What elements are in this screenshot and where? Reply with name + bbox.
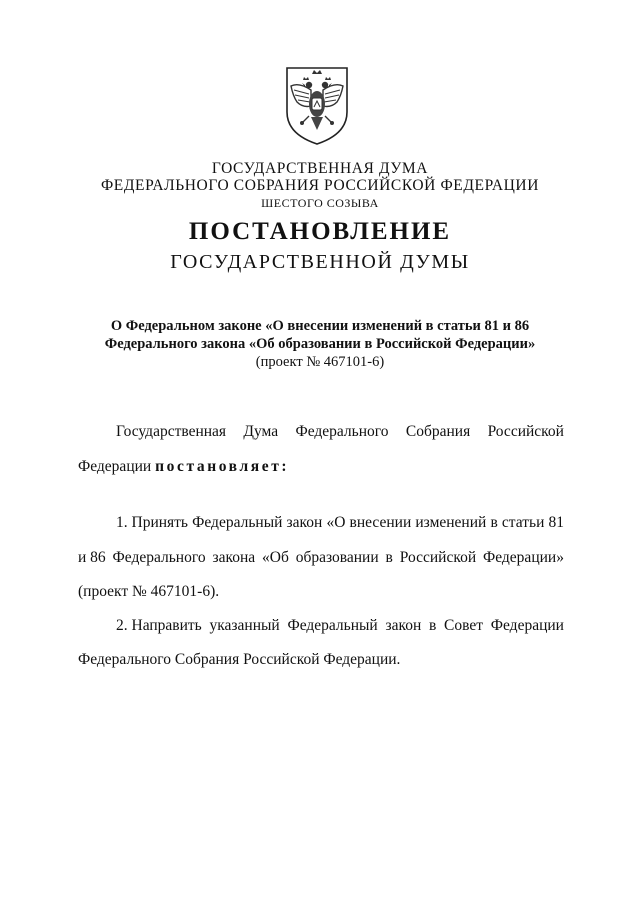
- document-type: ПОСТАНОВЛЕНИЕ: [188, 218, 452, 245]
- subject-line-2: Федерального закона «Об образовании в Российской Федерации»: [104, 336, 536, 352]
- item-word: в: [385, 549, 393, 566]
- coat-of-arms-icon: [281, 64, 353, 146]
- item-word: в: [490, 514, 498, 531]
- item-word: Российской: [399, 549, 477, 566]
- preamble-line-1: [116, 423, 564, 441]
- item-word: изменений: [415, 514, 487, 531]
- item-word: Федерации»: [483, 549, 564, 566]
- preamble-word: Дума: [243, 423, 279, 440]
- item-word: указанный: [209, 617, 280, 634]
- item-1-line-3: (проект № 467101-6).: [78, 583, 220, 600]
- preamble-word: Государственная: [116, 423, 227, 440]
- item-word: 81: [548, 514, 564, 531]
- project-number: (проект № 467101-6): [255, 354, 385, 370]
- item-word: в: [428, 617, 437, 634]
- item-word: Федерального: [112, 549, 206, 566]
- item-word: 1. Принять: [116, 514, 189, 531]
- item-word: внесении: [349, 514, 412, 531]
- preamble-federation: Федерации: [78, 458, 152, 475]
- item-word: «О: [326, 514, 346, 531]
- item-word: закона: [212, 549, 256, 566]
- item-2-line-1: [116, 617, 564, 635]
- item-1-line-2: [78, 549, 564, 567]
- item-word: закон: [286, 514, 323, 531]
- item-word: статьи: [501, 514, 545, 531]
- item-1-line-1: [116, 514, 564, 532]
- item-word: образовании: [295, 549, 379, 566]
- item-word: Федеральный: [192, 514, 283, 531]
- item-word: Совет: [444, 617, 484, 634]
- document-issuer: ГОСУДАРСТВЕННОЙ ДУМЫ: [170, 251, 470, 273]
- preamble-word: Собрания: [405, 423, 471, 440]
- item-word: Федеральный: [287, 617, 378, 634]
- org-line-1: ГОСУДАРСТВЕННАЯ ДУМА: [211, 160, 429, 177]
- subject-line-1: О Федеральном законе «О внесении изменений в статьи 81 и 86: [110, 318, 530, 334]
- item-word: и 86: [78, 549, 106, 566]
- preamble-line-2: [78, 458, 564, 476]
- org-line-2: ФЕДЕРАЛЬНОГО СОБРАНИЯ РОССИЙСКОЙ ФЕДЕРАЦИИ: [100, 177, 540, 194]
- item-word: Федерации: [490, 617, 564, 634]
- item-word: «Об: [262, 549, 289, 566]
- item-word: 2. Направить: [116, 617, 202, 634]
- org-line-3: ШЕСТОГО СОЗЫВА: [261, 196, 379, 210]
- item-2-line-2: Федерального Собрания Российской Федерации.: [78, 651, 401, 668]
- item-word: закон: [385, 617, 422, 634]
- preamble-word: Российской: [487, 423, 564, 440]
- resolution-verb: постановляет:: [155, 458, 290, 475]
- preamble-word: Федерального: [295, 423, 389, 440]
